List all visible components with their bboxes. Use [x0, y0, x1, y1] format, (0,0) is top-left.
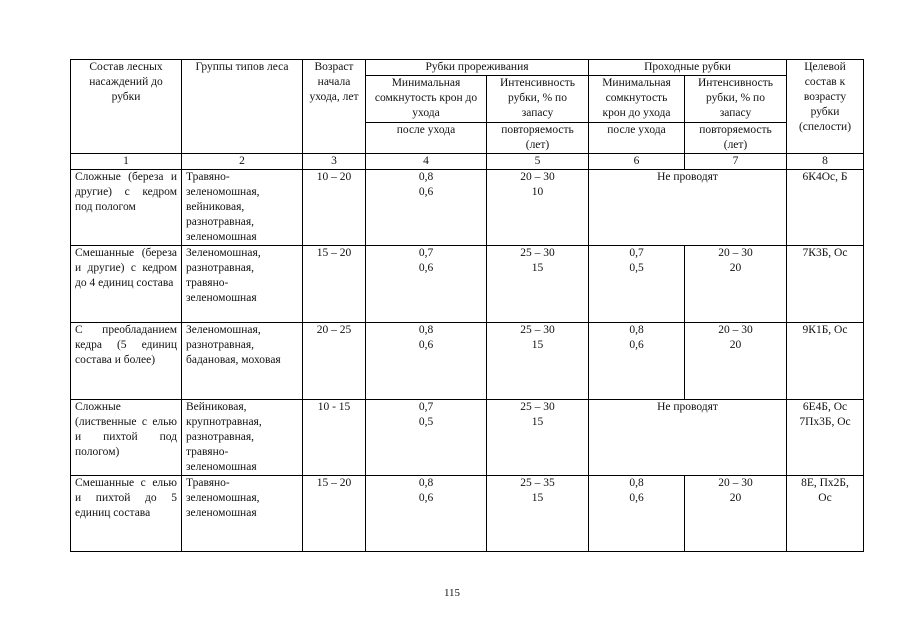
- value-line: 20: [729, 339, 742, 351]
- value-line: 0,5: [418, 416, 434, 428]
- value-line: 20 – 30: [718, 247, 753, 259]
- group-line: зеленомошная,: [186, 492, 260, 504]
- thinning-crown-cell: [366, 170, 487, 246]
- value-line: 20 – 30: [520, 171, 555, 183]
- value-line: 25 – 30: [520, 324, 555, 336]
- value-line: 15: [531, 339, 544, 351]
- passage-intensity-cell: [685, 246, 787, 323]
- composition-cell: Смешанные (береза и другие) с кедром до 4 единиц состава: [71, 246, 182, 323]
- value-line: 0,7: [629, 247, 644, 259]
- header-start-age: Возраст начала ухода, лет: [303, 60, 366, 154]
- age-cell: 10 – 20: [303, 170, 366, 246]
- composition-cell: С преобладанием кедра (5 единиц состава и более): [71, 323, 182, 400]
- value-line: 20 – 30: [718, 324, 753, 336]
- group-line: бадановая, моховая: [186, 354, 281, 366]
- value-line: 0,8: [418, 477, 434, 489]
- table-row: [71, 246, 864, 323]
- value-line: 0,7: [418, 401, 434, 413]
- age-cell: 15 – 20: [303, 476, 366, 552]
- target-cell: [787, 323, 864, 400]
- value-line: 25 – 30: [520, 247, 555, 259]
- value-line: Ос: [818, 492, 832, 504]
- value-line: 15: [531, 262, 544, 274]
- table-row: [71, 323, 864, 400]
- header-thinning: Рубки прореживания: [366, 60, 589, 76]
- value-line: 0,8: [418, 171, 434, 183]
- col-number: 2: [182, 154, 303, 170]
- header-target: Целевой состав к возрасту рубки (спелости): [787, 60, 864, 154]
- group-line: Травяно-: [186, 171, 230, 183]
- page-number: 115: [443, 587, 461, 599]
- header-min-crown-passage: Минимальная сомкнутость крон до ухода: [589, 76, 685, 123]
- group-line: зеленомошная,: [186, 186, 260, 198]
- value-line: 0,6: [418, 186, 434, 198]
- forest-groups-cell: [182, 323, 303, 400]
- header-intensity-passage: Интенсивность рубки, % по запасу: [685, 76, 787, 123]
- header-passage: Проходные рубки: [589, 60, 787, 76]
- group-line: зеленомошная: [186, 292, 257, 304]
- target-cell: [787, 170, 864, 246]
- forest-groups-cell: [182, 246, 303, 323]
- age-cell: 10 - 15: [303, 400, 366, 476]
- composition-cell: Сложные (береза и другие) с кедром под пологом: [71, 170, 182, 246]
- value-line: 0,8: [418, 324, 434, 336]
- passage-not-conducted: Не проводят: [589, 400, 787, 476]
- group-line: разнотравная,: [186, 262, 255, 274]
- passage-crown-cell: [589, 476, 685, 552]
- forest-groups-cell: [182, 170, 303, 246]
- value-line: 25 – 30: [520, 401, 555, 413]
- group-line: травяно-: [186, 446, 229, 458]
- value-line: 0,6: [418, 262, 434, 274]
- age-cell: 15 – 20: [303, 246, 366, 323]
- value-line: 20 – 30: [718, 477, 753, 489]
- forest-groups-cell: [182, 476, 303, 552]
- group-line: разнотравная,: [186, 431, 255, 443]
- thinning-intensity-cell: [487, 246, 589, 323]
- value-line: 0,8: [629, 477, 644, 489]
- group-line: разнотравная,: [186, 339, 255, 351]
- thinning-intensity-cell: [487, 476, 589, 552]
- value-line: 0,6: [629, 339, 644, 351]
- passage-intensity-cell: [685, 323, 787, 400]
- group-line: разнотравная,: [186, 216, 255, 228]
- target-cell: [787, 476, 864, 552]
- group-line: вейниковая,: [186, 201, 245, 213]
- thinning-intensity-cell: [487, 323, 589, 400]
- column-number-row: [71, 154, 864, 170]
- target-cell: [787, 246, 864, 323]
- col-number: 6: [589, 154, 685, 170]
- thinning-crown-cell: [366, 400, 487, 476]
- value-line: 20: [729, 262, 742, 274]
- thinning-intensity-cell: [487, 400, 589, 476]
- header-forest-groups: Группы типов леса: [182, 60, 303, 154]
- group-line: зеленомошная: [186, 231, 257, 243]
- group-line: Зеленомошная,: [186, 324, 261, 336]
- age-cell: 20 – 25: [303, 323, 366, 400]
- header-composition: Состав лесных насаждений до рубки: [71, 60, 182, 154]
- group-line: Травяно-: [186, 477, 230, 489]
- value-line: 0,8: [629, 324, 644, 336]
- col-number: 8: [787, 154, 864, 170]
- group-line: зеленомошная: [186, 507, 257, 519]
- col-number: 5: [487, 154, 589, 170]
- passage-not-conducted: Не проводят: [589, 170, 787, 246]
- value-line: 0,6: [418, 339, 434, 351]
- forest-care-table: [70, 59, 864, 552]
- group-line: зеленомошная: [186, 461, 257, 473]
- value-line: 15: [531, 492, 544, 504]
- value-line: 8Е, Пх2Б,: [801, 477, 849, 489]
- table-row: [71, 400, 864, 476]
- value-line: 9К1Б, Ос: [802, 324, 848, 336]
- col-number: 3: [303, 154, 366, 170]
- value-line: 7К3Б, Ос: [802, 247, 848, 259]
- group-line: крупнотравная,: [186, 416, 262, 428]
- header-intensity: Интенсивность рубки, % по запасу: [487, 76, 589, 123]
- thinning-crown-cell: [366, 246, 487, 323]
- value-line: 0,6: [418, 492, 434, 504]
- forest-groups-cell: [182, 400, 303, 476]
- group-line: Зеленомошная,: [186, 247, 261, 259]
- value-line: 0,6: [629, 492, 644, 504]
- thinning-crown-cell: [366, 476, 487, 552]
- table-row: [71, 170, 864, 246]
- thinning-intensity-cell: [487, 170, 589, 246]
- value-line: 15: [531, 416, 544, 428]
- group-line: Вейниковая,: [186, 401, 247, 413]
- header-min-crown: Минимальная сомкнутость крон до ухода: [366, 76, 487, 123]
- passage-intensity-cell: [685, 476, 787, 552]
- passage-crown-cell: [589, 246, 685, 323]
- composition-cell: Смешанные с елью и пихтой до 5 единиц состава: [71, 476, 182, 552]
- header-after: после ухода: [366, 123, 487, 154]
- composition-cell: Сложные (лиственные с елью и пихтой под пологом): [71, 400, 182, 476]
- col-number: 4: [366, 154, 487, 170]
- table-row: [71, 476, 864, 552]
- value-line: 25 – 35: [520, 477, 555, 489]
- value-line: 0,5: [629, 262, 644, 274]
- value-line: 20: [729, 492, 742, 504]
- col-number: 1: [71, 154, 182, 170]
- header-repeat: повторяемость (лет): [487, 123, 589, 154]
- value-line: 6К4Ос, Б: [802, 171, 848, 183]
- value-line: 0,7: [418, 247, 434, 259]
- group-line: травяно-: [186, 277, 229, 289]
- value-line: 7Пх3Б, Ос: [799, 416, 851, 428]
- value-line: 10: [531, 186, 544, 198]
- value-line: 6Е4Б, Ос: [802, 401, 848, 413]
- passage-crown-cell: [589, 323, 685, 400]
- header-repeat-passage: повторяемость (лет): [685, 123, 787, 154]
- thinning-crown-cell: [366, 323, 487, 400]
- header-after-passage: после ухода: [589, 123, 685, 154]
- col-number: 7: [685, 154, 787, 170]
- target-cell: [787, 400, 864, 476]
